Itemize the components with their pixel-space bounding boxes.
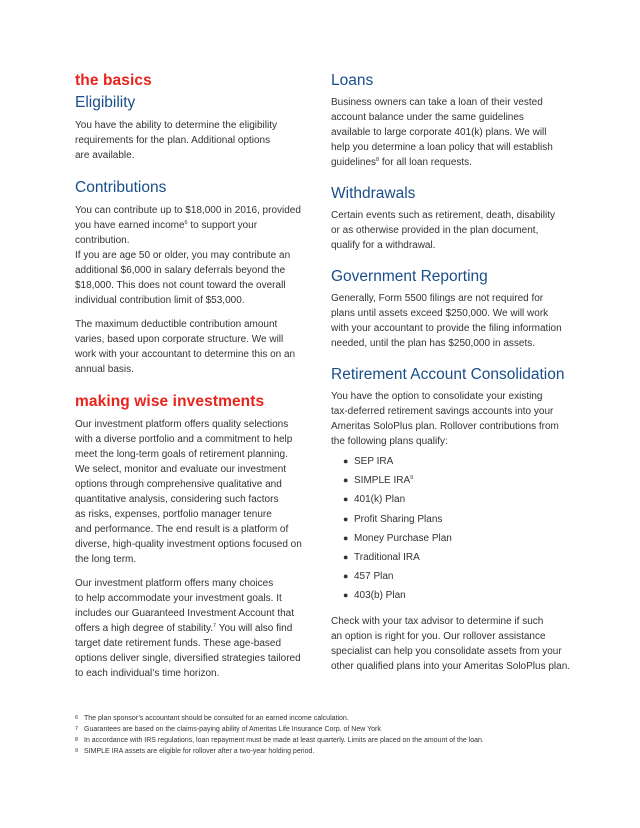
qualifying-plans-list: [343, 452, 573, 606]
list-item: ● 457 Plan: [343, 567, 573, 586]
heading-eligibility: Eligibility: [75, 94, 136, 111]
footnote-ref: 6: [184, 220, 188, 226]
deductible-text: The maximum deductible contribution amount varies, based upon corporate structure. We will work with your accountant to determine this on an annual basis.: [75, 319, 296, 375]
heading-consolidation: Retirement Account Consolidation: [331, 366, 565, 383]
footnotes: [75, 713, 595, 757]
footnote: 7 Guarantees are based on the claims-paying ability of Ameritas Life Insurance Corp. of New York: [75, 726, 381, 733]
investment-choices-text: Our investment platform offers many choices to help accommodate your investment goals. It includes our Guaranteed Investment Account that offers a high degree of stability.$^7$ You will also find target date retirement funds. These age-based options deliver single, diversified strategies tailored to each individual’s time horizon.: [75, 578, 301, 679]
list-item: ● Money Purchase Plan: [343, 529, 573, 548]
heading-loans: Loans: [331, 72, 374, 89]
bullet-icon: ●: [343, 456, 349, 466]
government-text: Generally, Form 5500 filings are not required for plans until assets exceed $250,000. We will work with your accountant to provide the filing information needed, until the plan has $250,000 in assets.: [331, 293, 562, 349]
footnote: 6 The plan sponsor’s accountant should be consulted for an earned income calculation.: [75, 715, 349, 722]
loans-text: Business owners can take a loan of their vested account balance under the same guidelines available to large corporate 401(k) plans. We will help you determine a loan policy that will establish guidelines$^8$ for all loan requests.: [331, 97, 553, 168]
bullet-icon: ●: [343, 590, 349, 601]
bullet-icon: ●: [343, 475, 349, 486]
list-item: ● SEP IRA: [343, 452, 573, 471]
contributions-text: You can contribute up to $18,000 in 2016, provided you have earned income$^6$ to support your contribution. If you are age 50 or older, you may contribute an additional $6,000 in salary deferrals beyond the $18,000. This does not count toward the overall individual contribution limit of $53,000.: [75, 205, 301, 306]
bullet-icon: ●: [343, 571, 349, 582]
bullet-icon: ●: [343, 513, 349, 524]
footnote-ref: 8: [376, 157, 380, 163]
list-item: ● Profit Sharing Plans: [343, 510, 573, 529]
investments-text: Our investment platform offers quality selections with a diverse portfolio and a commitment to help meet the long-term goals of retirement planning. We select, monitor and evaluate our investment options through comprehensive qualitative and quantitative analysis, considering such factors as risks, expenses, portfolio manager tenure and performance. The end result is a platform of diverse, high-quality investment options focused on the long term.: [75, 419, 302, 565]
heading-government-reporting: Government Reporting: [331, 268, 488, 285]
section-title-investments: making wise investments: [75, 393, 265, 410]
section-title-basics: the basics: [75, 72, 152, 89]
eligibility-text: You have the ability to determine the eligibility requirements for the plan. Additional options are available.: [75, 120, 277, 161]
footnote-ref: 9: [410, 475, 414, 482]
bullet-icon: ●: [343, 532, 349, 543]
heading-withdrawals: Withdrawals: [331, 185, 416, 202]
bullet-icon: ●: [343, 494, 349, 505]
footnote: 9 SIMPLE IRA assets are eligible for rollover after a two-year holding period.: [75, 748, 315, 755]
right-column: [331, 70, 573, 674]
consolidation-text: You have the option to consolidate your existing tax-deferred retirement savings accounts into your Ameritas SoloPlus plan. Rollover contributions from the following plans qualify:: [331, 391, 559, 447]
list-item: ● 401(k) Plan: [343, 490, 573, 509]
list-item: ● Traditional IRA: [343, 548, 573, 567]
closing-text: Check with your tax advisor to determine if such an option is right for you. Our rollover assistance specialist can help you consolidate assets from your other qualified plans into your Ameritas SoloPlus plan.: [331, 615, 571, 672]
heading-contributions: Contributions: [75, 179, 167, 196]
bullet-icon: ●: [343, 552, 349, 563]
list-item: ● 403(b) Plan: [343, 586, 573, 605]
footnote-ref: 7: [213, 623, 217, 629]
footnote: 8 In accordance with IRS regulations, loan repayment must be made at least quarterly. Limits are placed on the amount of the loan.: [75, 737, 484, 744]
list-item: ● SIMPLE IRA$^9$: [343, 471, 573, 490]
withdrawals-text: Certain events such as retirement, death, disability or as otherwise provided in the plan document, qualify for a withdrawal.: [331, 210, 555, 251]
left-column: [75, 70, 310, 681]
